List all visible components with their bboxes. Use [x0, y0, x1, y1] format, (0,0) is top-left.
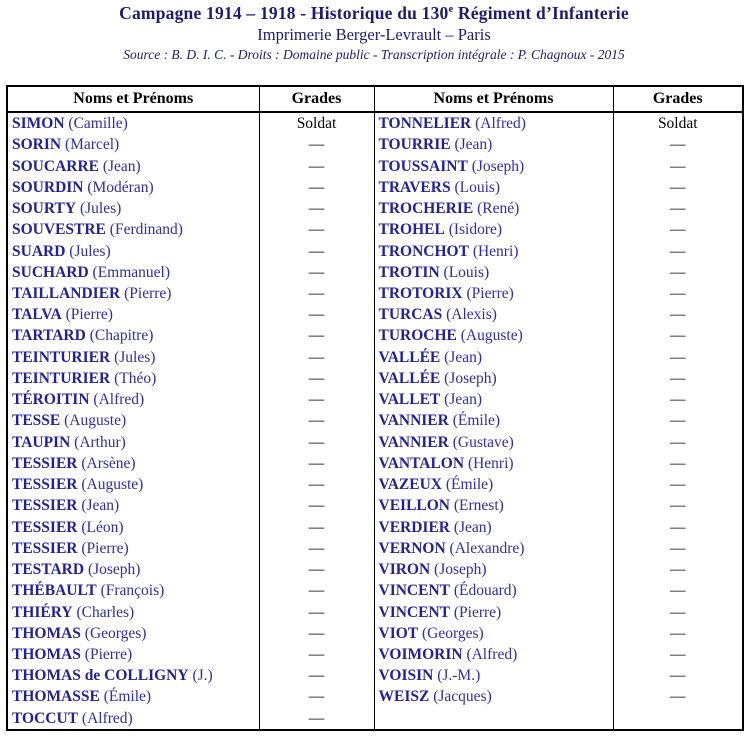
surname-left: SOUVESTRE	[12, 221, 106, 239]
given-name-right: (Louis)	[443, 263, 490, 281]
given-name-left: (Jules)	[69, 242, 111, 260]
name-cell-right	[374, 134, 613, 155]
grade-cell-left: —	[259, 665, 374, 686]
surname-left: TARTARD	[12, 327, 86, 345]
given-name-left: (Ferdinand)	[109, 221, 183, 239]
grade-cell-right: —	[613, 177, 743, 198]
grade-cell-right: —	[613, 155, 743, 176]
document-subtitle: Imprimerie Berger-Levrault – Paris	[257, 25, 491, 44]
table-row	[7, 389, 743, 410]
grade-cell-right: —	[613, 368, 743, 389]
given-name-right: (Alfred)	[466, 645, 518, 663]
given-name-left: (Arthur)	[74, 433, 126, 451]
table-row	[7, 155, 743, 176]
grade-cell-right: —	[613, 219, 743, 240]
table-row	[7, 283, 743, 304]
grade-cell-left: —	[259, 495, 374, 516]
given-name-left: (Arsène)	[81, 454, 136, 472]
grade-cell-left: —	[259, 432, 374, 453]
grade-cell-left: —	[259, 304, 374, 325]
surname-left: SUARD	[12, 242, 66, 260]
surname-right: TOURRIE	[378, 136, 451, 154]
surname-right: VALLÉE	[378, 369, 441, 387]
grade-cell-right: —	[613, 644, 743, 665]
table-row	[7, 347, 743, 368]
grade-cell-right: —	[613, 304, 743, 325]
surname-right: VEILLON	[378, 497, 450, 515]
surname-left: SOUCARRE	[12, 157, 99, 175]
grade-cell-left: —	[259, 474, 374, 495]
grade-cell-right: —	[613, 240, 743, 261]
given-name-left: (Léon)	[81, 518, 124, 536]
surname-left: TALVA	[12, 306, 62, 324]
table-row	[7, 262, 743, 283]
surname-right: VOIMORIN	[378, 645, 463, 663]
grade-cell-right: —	[613, 432, 743, 453]
given-name-right: (Alfred)	[475, 115, 526, 133]
header-row	[7, 86, 743, 112]
name-cell-left	[7, 389, 259, 410]
grade-cell-left: —	[259, 198, 374, 219]
surname-right: VANNIER	[378, 433, 449, 451]
column-header-names-left: Noms et Prénoms	[7, 86, 259, 112]
surname-left: TOCCUT	[12, 709, 79, 727]
column-header-grades-left: Grades	[259, 86, 374, 112]
name-cell-right	[374, 155, 613, 176]
given-name-right: (Henri)	[472, 242, 519, 260]
given-name-right: (Jean)	[444, 348, 482, 366]
surname-left: TESSIER	[12, 497, 78, 515]
name-cell-right	[374, 283, 613, 304]
given-name-left: (J.)	[192, 667, 213, 685]
grade-cell-right: —	[613, 410, 743, 431]
grade-cell-right: —	[613, 516, 743, 537]
surname-right: VERNON	[378, 539, 446, 557]
table-row	[7, 516, 743, 537]
surname-right: WEISZ	[378, 688, 430, 706]
surname-right: TROTORIX	[378, 285, 463, 302]
name-cell-left	[7, 198, 259, 219]
given-name-left: (Auguste)	[64, 412, 127, 430]
page-title-text-2: Régiment d’Infanterie	[453, 3, 629, 23]
name-cell-right	[374, 219, 613, 240]
name-cell-right	[374, 304, 613, 325]
surname-left: SIMON	[12, 115, 65, 133]
name-cell-left	[7, 304, 259, 325]
given-name-right: (Auguste)	[460, 327, 523, 345]
table-row	[7, 134, 743, 155]
grade-cell-left: —	[259, 389, 374, 410]
table-row	[7, 495, 743, 516]
grade-cell-right: —	[613, 198, 743, 219]
surname-left: TESSE	[12, 412, 61, 430]
surname-right: TUROCHE	[378, 327, 457, 345]
given-name-left: (Auguste)	[81, 476, 144, 494]
name-cell-right	[374, 601, 613, 622]
name-cell-right	[374, 580, 613, 601]
grade-cell-left: —	[259, 283, 374, 304]
name-cell-left	[7, 644, 259, 665]
name-cell-left	[7, 240, 259, 261]
grade-cell-left: —	[259, 347, 374, 368]
grade-cell-left: —	[259, 559, 374, 580]
surname-left: TESSIER	[12, 454, 78, 472]
surname-left: SORIN	[12, 136, 62, 154]
given-name-left: (Jean)	[102, 157, 141, 175]
surname-left: SOURTY	[12, 200, 77, 218]
surname-left: TEINTURIER	[12, 369, 111, 387]
given-name-left: (Jules)	[79, 200, 122, 218]
name-cell-left	[7, 665, 259, 686]
given-name-left: (Modéran)	[87, 178, 154, 196]
name-cell-left	[7, 559, 259, 580]
given-name-left: (Théo)	[114, 369, 157, 387]
grade-cell-right: —	[613, 283, 743, 304]
table-row	[7, 453, 743, 474]
table-row	[7, 538, 743, 559]
given-name-right: (Pierre)	[453, 603, 502, 621]
grade-cell-right: —	[613, 347, 743, 368]
grade-cell-right: —	[613, 495, 743, 516]
given-name-left: (Charles)	[76, 603, 135, 621]
table-row	[7, 112, 743, 134]
grade-cell-right: —	[613, 389, 743, 410]
given-name-left: (Émile)	[103, 688, 152, 706]
given-name-right: (Gustave)	[452, 433, 514, 451]
name-cell-right	[374, 559, 613, 580]
surname-left: THOMAS	[12, 624, 81, 642]
name-cell-left	[7, 686, 259, 707]
given-name-left: (Pierre)	[65, 306, 113, 324]
grade-cell-right: Soldat	[613, 112, 743, 134]
name-cell-left	[7, 262, 259, 283]
given-name-right: (Alexis)	[446, 306, 497, 324]
table-row	[7, 474, 743, 495]
name-cell-right	[374, 262, 613, 283]
column-header-grades-right: Grades	[613, 86, 743, 112]
name-cell-left	[7, 538, 259, 559]
surname-left: SUCHARD	[12, 263, 89, 281]
table-row	[7, 368, 743, 389]
table-row	[7, 198, 743, 219]
grade-cell-right: —	[613, 580, 743, 601]
name-cell-left	[7, 219, 259, 240]
document-header	[0, 0, 748, 63]
grade-cell-left: —	[259, 453, 374, 474]
name-cell-left	[7, 601, 259, 622]
grade-cell-left: —	[259, 325, 374, 346]
page-title	[0, 3, 748, 24]
surname-right: TRONCHOT	[378, 242, 469, 260]
given-name-right: (Édouard)	[453, 582, 517, 600]
grade-cell-left: —	[259, 134, 374, 155]
name-cell-right	[374, 644, 613, 665]
grade-cell-left: —	[259, 623, 374, 644]
surname-left: SOURDIN	[12, 178, 84, 196]
given-name-left: (Pierre)	[81, 539, 129, 557]
surname-right: TOUSSAINT	[378, 157, 468, 175]
surname-right: TONNELIER	[378, 115, 472, 133]
grade-cell-left: —	[259, 516, 374, 537]
given-name-right: (Joseph)	[471, 157, 525, 175]
name-cell-right	[374, 665, 613, 686]
name-cell-left	[7, 283, 259, 304]
given-name-left: (Alfred)	[81, 709, 133, 727]
given-name-right: (J.-M.)	[437, 667, 481, 685]
surname-left: THIÉRY	[12, 603, 73, 621]
surname-right: VOISIN	[378, 667, 434, 685]
table-row	[7, 432, 743, 453]
name-cell-left	[7, 325, 259, 346]
surname-left: TAUPIN	[12, 433, 71, 451]
document-source-line: Source : B. D. I. C. - Droits : Domaine public - Transcription intégrale : P. Chagnoux - 2015	[123, 47, 625, 62]
given-name-right: (Joseph)	[444, 369, 497, 387]
given-name-left: (Jean)	[81, 497, 120, 515]
surname-right: TRAVERS	[378, 178, 451, 196]
name-cell-right	[374, 177, 613, 198]
given-name-right: (Jean)	[444, 391, 482, 409]
surname-left: TESTARD	[12, 561, 85, 579]
name-cell-left	[7, 453, 259, 474]
table-row	[7, 304, 743, 325]
given-name-left: (Pierre)	[84, 645, 133, 663]
grade-cell-right: —	[613, 538, 743, 559]
name-cell-left	[7, 134, 259, 155]
grade-cell-left: —	[259, 368, 374, 389]
name-cell-left	[7, 580, 259, 601]
page-title-superscript: e	[448, 4, 454, 16]
grade-cell-left: —	[259, 601, 374, 622]
grade-cell-left: —	[259, 708, 374, 730]
given-name-left: (Emmanuel)	[92, 263, 171, 281]
grade-cell-left: —	[259, 410, 374, 431]
table-row	[7, 410, 743, 431]
name-cell-left	[7, 432, 259, 453]
grade-cell-right: —	[613, 686, 743, 707]
table-row	[7, 177, 743, 198]
given-name-right: (Émile)	[445, 476, 494, 494]
name-cell-right	[374, 623, 613, 644]
table-row	[7, 240, 743, 261]
grade-cell-left: —	[259, 155, 374, 176]
surname-right: TURCAS	[378, 306, 443, 324]
name-cell-left	[7, 155, 259, 176]
surname-left: TESSIER	[12, 539, 78, 557]
grade-cell-right	[613, 708, 743, 730]
surname-right: VIRON	[378, 561, 431, 579]
page-title-text: Campagne 1914 – 1918 - Historique du 130	[119, 3, 449, 23]
given-name-right: (Jacques)	[433, 688, 492, 706]
surname-left: TAILLANDIER	[12, 285, 121, 302]
name-cell-right	[374, 686, 613, 707]
surname-right: VALLÉE	[378, 348, 441, 366]
surname-left: THOMASSE	[12, 688, 100, 706]
grade-cell-right: —	[613, 325, 743, 346]
grade-cell-right: —	[613, 623, 743, 644]
name-cell-right	[374, 453, 613, 474]
name-cell-left	[7, 474, 259, 495]
given-name-left: (Alfred)	[93, 391, 145, 409]
name-cell-right	[374, 347, 613, 368]
name-cell-left	[7, 410, 259, 431]
grade-cell-right: —	[613, 262, 743, 283]
name-cell-left	[7, 112, 259, 134]
surname-left: TÉROITIN	[12, 391, 90, 409]
given-name-right: (René)	[477, 200, 520, 218]
given-name-right: (Louis)	[454, 178, 501, 196]
surname-right: VANTALON	[378, 454, 465, 472]
surname-right: TROHEL	[378, 221, 445, 239]
given-name-right: (Henri)	[467, 454, 514, 472]
name-cell-right	[374, 516, 613, 537]
table-row	[7, 665, 743, 686]
name-cell-left	[7, 495, 259, 516]
grade-cell-left: —	[259, 177, 374, 198]
given-name-right: (Pierre)	[466, 285, 514, 302]
name-cell-right	[374, 325, 613, 346]
name-cell-right	[374, 389, 613, 410]
surname-left: THOMAS	[12, 645, 81, 663]
grade-cell-left: —	[259, 686, 374, 707]
name-cell-left	[7, 623, 259, 644]
grade-cell-right: —	[613, 665, 743, 686]
column-header-names-right: Noms et Prénoms	[374, 86, 613, 112]
surname-right: VALLET	[378, 391, 441, 409]
grade-cell-right: —	[613, 559, 743, 580]
surname-right: VINCENT	[378, 603, 450, 621]
name-cell-right	[374, 240, 613, 261]
surname-right: VINCENT	[378, 582, 450, 600]
grade-cell-left: —	[259, 262, 374, 283]
name-cell-left	[7, 516, 259, 537]
surname-left: TEINTURIER	[12, 348, 111, 366]
table-row	[7, 325, 743, 346]
table-row	[7, 601, 743, 622]
name-cell-left	[7, 177, 259, 198]
given-name-right: (Isidore)	[448, 221, 503, 239]
name-cell-right	[374, 538, 613, 559]
surname-right: VANNIER	[378, 412, 449, 430]
given-name-left: (Jules)	[114, 348, 156, 366]
name-cell-right	[374, 495, 613, 516]
table-row	[7, 686, 743, 707]
surname-left: TESSIER	[12, 518, 78, 536]
given-name-right: (Émile)	[452, 412, 501, 430]
given-name-right: (Alexandre)	[449, 539, 525, 557]
grade-cell-right: —	[613, 134, 743, 155]
name-cell-right	[374, 368, 613, 389]
given-name-right: (Jean)	[454, 136, 493, 154]
name-cell-right	[374, 474, 613, 495]
surname-left: TESSIER	[12, 476, 78, 494]
table-row	[7, 559, 743, 580]
grade-cell-left: —	[259, 644, 374, 665]
given-name-left: (Marcel)	[64, 136, 120, 154]
given-name-right: (Joseph)	[434, 561, 487, 579]
table-row	[7, 219, 743, 240]
grade-cell-right: —	[613, 601, 743, 622]
name-cell-left	[7, 368, 259, 389]
name-cell-right	[374, 708, 613, 730]
grade-cell-left: —	[259, 219, 374, 240]
given-name-left: (Camille)	[68, 115, 128, 133]
grade-cell-left: Soldat	[259, 112, 374, 134]
name-cell-right	[374, 410, 613, 431]
name-cell-left	[7, 347, 259, 368]
given-name-left: (Joseph)	[87, 561, 141, 579]
surname-right: TROTIN	[378, 263, 440, 281]
name-cell-right	[374, 432, 613, 453]
table-row	[7, 580, 743, 601]
given-name-left: (François)	[100, 582, 165, 600]
surname-right: VIOT	[378, 624, 419, 642]
surname-left: THOMAS de COLLIGNY	[12, 667, 189, 685]
table-row	[7, 644, 743, 665]
surname-right: TROCHERIE	[378, 200, 474, 218]
surname-right: VAZEUX	[378, 476, 442, 494]
roster-table	[6, 85, 744, 731]
name-cell-right	[374, 112, 613, 134]
name-cell-left	[7, 708, 259, 730]
table-row	[7, 623, 743, 644]
given-name-left: (Chapitre)	[89, 327, 154, 345]
grade-cell-left: —	[259, 240, 374, 261]
given-name-right: (Jean)	[453, 518, 492, 536]
given-name-left: (Georges)	[84, 624, 147, 642]
given-name-left: (Pierre)	[124, 285, 172, 302]
surname-left: THÉBAULT	[12, 582, 97, 600]
given-name-right: (Georges)	[422, 624, 484, 642]
surname-right: VERDIER	[378, 518, 450, 536]
roster-table-header	[7, 86, 743, 112]
grade-cell-right: —	[613, 453, 743, 474]
name-cell-right	[374, 198, 613, 219]
given-name-right: (Ernest)	[453, 497, 504, 515]
grade-cell-right: —	[613, 474, 743, 495]
grade-cell-left: —	[259, 580, 374, 601]
roster-table-body	[7, 112, 743, 730]
grade-cell-left: —	[259, 538, 374, 559]
table-row	[7, 708, 743, 730]
